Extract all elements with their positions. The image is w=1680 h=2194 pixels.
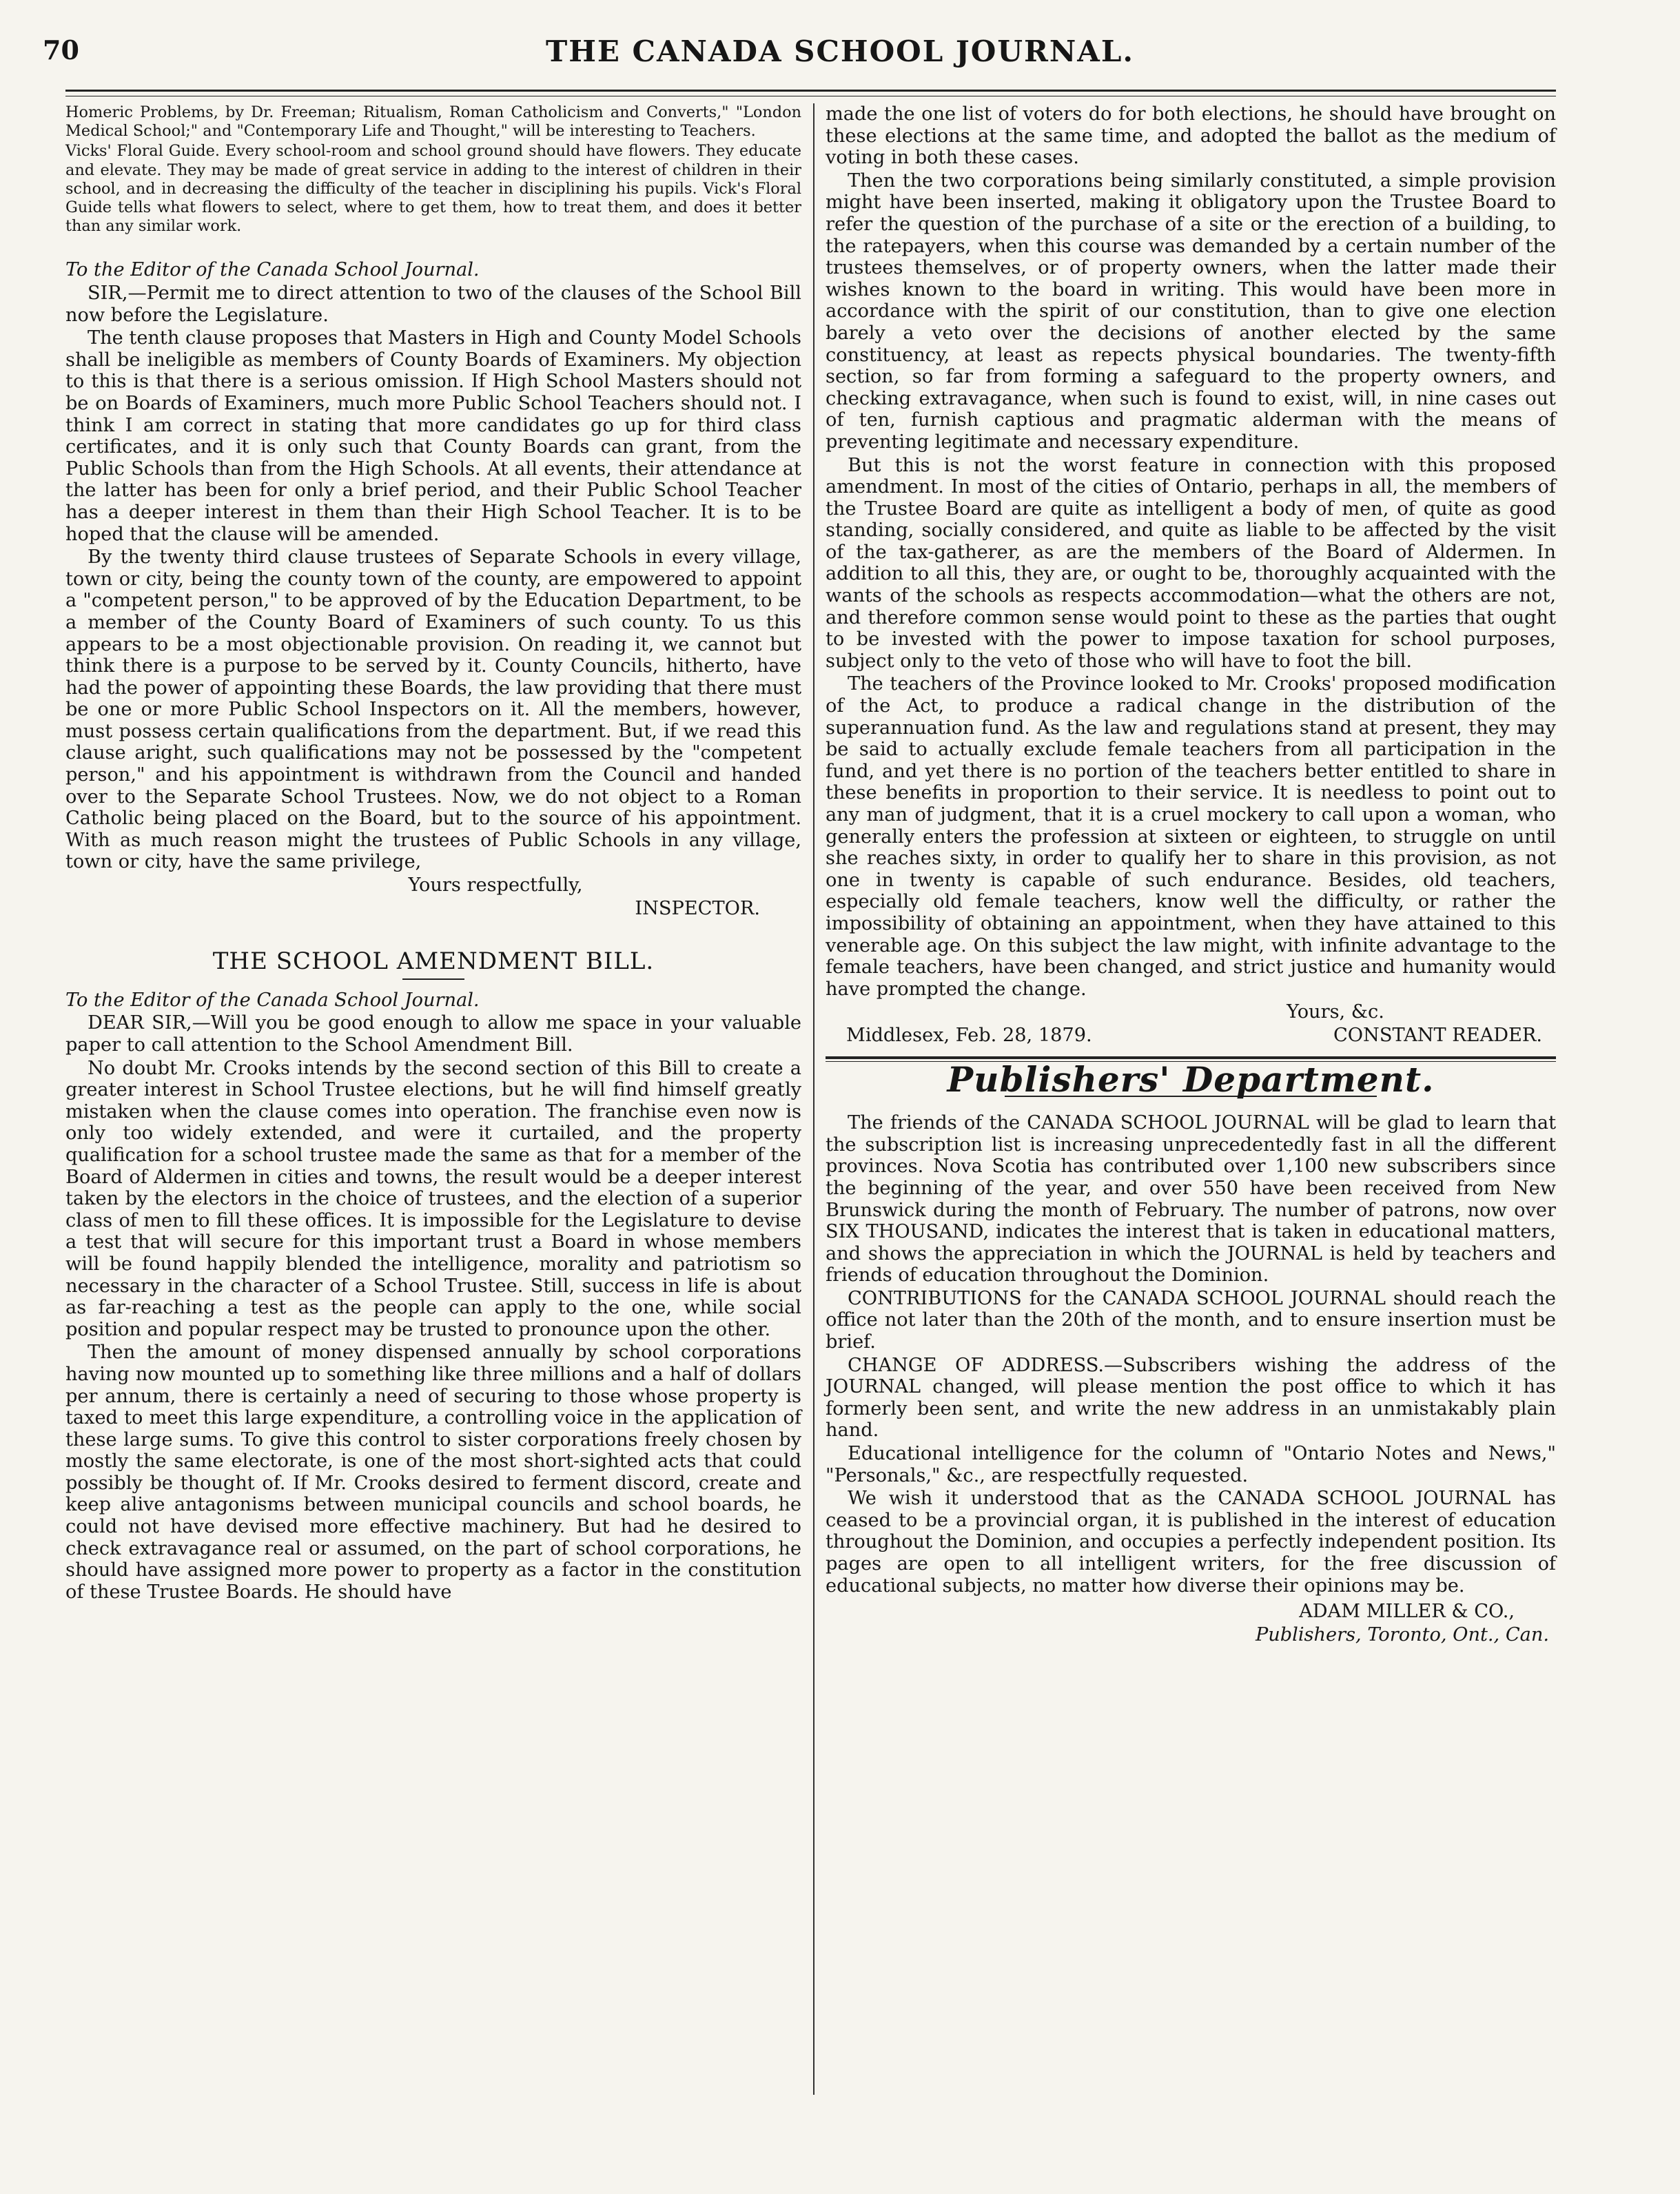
- department-paragraph: Educational intelligence for the column of "Ontario Notes and News," "Personals," &c., are respectfully requested.: [826, 1443, 1556, 1486]
- date-signature-line: [826, 1025, 1556, 1047]
- column-divider: [813, 103, 815, 2095]
- letter-paragraph: Then the two corporations being similarly constituted, a simple provision might have been inserted, making it obligatory upon the Trustee Board to refer the question of the purchase of a site or the erection of a building, to the ratepayers, when this course was demanded by a certain number of the trustees themselves, or of property owners, when the latter made their wishes known to the board in writing. This would have been more in accordance with the spirit of our constitution, than to give one election barely a veto over the decisions of another elected by the same constituency, at least as repects physical boundaries. The twenty-fifth section, so far from forming a safeguard to the property owners, and checking extravagance, when such is found to exist, will, in nine cases out of ten, furnish captious and pragmatic alderman with the means of preventing legitimate and necessary expenditure.: [826, 170, 1556, 453]
- letter-closing: Yours respectfully,: [408, 874, 583, 896]
- right-column: [826, 103, 1556, 1647]
- floral-guide-paragraph: Vicks' Floral Guide. Every school-room and school ground should have flowers. They educate and elevate. They may be made of great service in adding to the interest of children in their school, and in decreasing the difficulty of the teacher in disciplining his pupils. Vick's Floral Guide tells what flowers to select, where to get them, how to treat them, and does it better than any similar work.: [65, 142, 801, 236]
- department-paragraph: CONTRIBUTIONS for the CANADA SCHOOL JOURNAL should reach the office not later than the 20th of the month, and to ensure insertion must be brief.: [826, 1287, 1556, 1353]
- department-paragraph: CHANGE OF ADDRESS.—Subscribers wishing the address of the JOURNAL changed, will please mention the post office to which it has formerly been sent, and write the new address in an unmistakably plain hand.: [826, 1354, 1556, 1442]
- department-paragraph: We wish it understood that as the CANADA SCHOOL JOURNAL has ceased to be a provincial organ, it is published in the interest of education throughout the Dominion, and occupies a perfectly independent position. Its pages are open to all intelligent writers, for the free discussion of educational subjects, no matter how diverse their opinions may be.: [826, 1488, 1556, 1597]
- left-column: [65, 103, 801, 1604]
- letter-paragraph: The teachers of the Province looked to Mr. Crooks' proposed modification of the Act, to produce a radical change in the distribution of the superannuation fund. As the law and regulations stand at present, they may be said to actually exclude female teachers from all participation in the fund, and yet there is no portion of the teachers better entitled to share in these benefits in proportion to their service. It is needless to point out to any man of judgment, that it is a cruel mockery to call upon a woman, who generally enters the profession at sixteen or eighteen, to struggle on until she reaches sixty, in order to qualify her to share in this provision, as not one in twenty is capable of such endurance. Besides, old teachers, especially old female teachers, know well the difficulty, or rather the impossibility of obtaining an appointment, when they have attained to this venerable age. On this subject the law might, with infinite advantage to the female teachers, have been changed, and strict justice and humanity would have prompted the change.: [826, 673, 1556, 1000]
- letter-signature: INSPECTOR.: [635, 897, 760, 919]
- letter-paragraph: Then the amount of money dispensed annually by school corporations having now mounted up to something like three millions and a half of dollars per annum, there is certainly a need of securing to those whose property is taxed to meet this large expenditure, a controlling voice in the application of these large sums. To give this control to sister corporations freely chosen by mostly the same electorate, is one of the most short-sighted acts that could possibly be thought of. If Mr. Crooks desired to ferment discord, create and keep alive antagonisms between municipal councils and school boards, he could not have devised more effective machinery. But had he desired to check extravagance real or assumed, on the part of school corporations, he should have assigned more power to property as a factor in the constitution of these Trustee Boards. He should have: [65, 1342, 801, 1603]
- page-number: 70: [43, 34, 79, 65]
- letter-closing: Yours, &c.: [1287, 1001, 1384, 1023]
- letter-salutation: To the Editor of the Canada School Journal.: [65, 259, 480, 281]
- letter-paragraph: But this is not the worst feature in connection with this proposed amendment. In most of the cities of Ontario, perhaps in all, the members of the Trustee Board are quite as intelligent a body of men, of quite as good standing, socially considered, and quite as liable to be affected by the visit of the tax-gatherer, as are the members of the Board of Aldermen. In addition to all this, they are, or ought to be, thoroughly acquainted with the wants of the schools as respects accommodation—what the others are not, and therefore common sense would point to these as the parties that ought to be invested with the power to impose taxation for school purposes, subject only to the veto of those who will have to foot the bill.: [826, 454, 1556, 672]
- journal-title: THE CANADA SCHOOL JOURNAL.: [545, 34, 1135, 68]
- letter-paragraph: SIR,—Permit me to direct attention to two of the clauses of the School Bill now before the Legislature.: [65, 283, 801, 326]
- letter-paragraph: By the twenty third clause trustees of Separate Schools in every village, town or city, being the county town of the county, are empowered to appoint a "competent person," to be approved of by the Education Department, to be a member of the County Board of Examiners of such county. To us this appears to be a most objectionable provision. On reading it, we cannot but think there is a purpose to be served by it. County Councils, hitherto, have had the power of appointing these Boards, the law providing that there must be one or more Public School Inspectors on it. All the members, however, must possess certain qualifications from the department. But, if we read this clause aright, such qualifications may not be possessed by the "competent person," and his appointment is withdrawn from the Council and handed over to the Separate School Trustees. Now, we do not object to a Roman Catholic being placed on the Board, but to the source of his appointment. With as much reason might the trustees of Public Schools in any village, town or city, have the same privilege,: [65, 546, 801, 873]
- publisher-name: ADAM MILLER & CO.,: [1299, 1601, 1515, 1623]
- letter-signature: CONSTANT READER.: [1333, 1024, 1542, 1046]
- letter-paragraph: The tenth clause proposes that Masters in High and County Model Schools shall be ineligible as members of County Boards of Examiners. My objection to this is that there is a serious omission. If High School Masters should not be on Boards of Examiners, much more Public School Teachers should not. I think I am correct in stating that more candidates go up for third class certificates, and it is only such that County Boards can grant, from the Public Schools than from the High Schools. At all events, their attendance at the latter has been for only a brief period, and their Public School Teacher has a deeper interest in them than their High School Teacher. It is to be hoped that the clause will be amended.: [65, 327, 801, 545]
- letter-date: Middlesex, Feb. 28, 1879.: [846, 1024, 1092, 1046]
- intro-paragraph: Homeric Problems, by Dr. Freeman; Ritualism, Roman Catholicism and Converts," "London Medical School;" and "Contemporary Life and Thought," will be interesting to Teachers.: [65, 103, 801, 141]
- publisher-location: Publishers, Toronto, Ont., Can.: [1255, 1623, 1549, 1646]
- section-title: THE SCHOOL AMENDMENT BILL.: [212, 947, 655, 976]
- header-rule: [65, 90, 1556, 96]
- letter-paragraph: made the one list of voters do for both elections, he should have brought on these elections at the same time, and adopted the ballot as the medium of voting in both these cases.: [826, 103, 1556, 169]
- department-paragraph: The friends of the CANADA SCHOOL JOURNAL will be glad to learn that the subscription list is increasing unprecedentedly fast in all the different provinces. Nova Scotia has contributed over 1,100 new subscribers since the beginning of the year, and over 550 have been received from New Brunswick during the month of February. The number of patrons, now over SIX THOUSAND, indicates the interest that is taken in educational matters, and shows the appreciation in which the JOURNAL is held by teachers and friends of education throughout the Dominion.: [826, 1112, 1556, 1286]
- letter-paragraph: No doubt Mr. Crooks intends by the second section of this Bill to create a greater interest in School Trustee elections, but he will find himself greatly mistaken when the clause comes into operation. The franchise even now is only too widely extended, and were it curtailed, and the property qualification for a school trustee made the same as that for a member of the Board of Aldermen in cities and towns, the result would be a deeper interest taken by the electors in the choice of trustees, and the election of a superior class of men to fill these offices. It is impossible for the Legislature to devise a test that will secure for this important trust a Board in whose members will be found happily blended the intelligence, morality and patriotism so necessary in the character of a School Trustee. Still, success in life is about as far-reaching a test as the people can apply to the one, while social position and popular respect may be trusted to pronounce upon the other.: [65, 1057, 801, 1340]
- page-header: [43, 34, 1637, 76]
- section-rule: [402, 978, 464, 980]
- letter-paragraph: DEAR SIR,—Will you be good enough to allow me space in your valuable paper to call attention to the School Amendment Bill.: [65, 1012, 801, 1056]
- department-title: Publishers' Department.: [947, 1058, 1435, 1100]
- letter-salutation: To the Editor of the Canada School Journal.: [65, 989, 480, 1011]
